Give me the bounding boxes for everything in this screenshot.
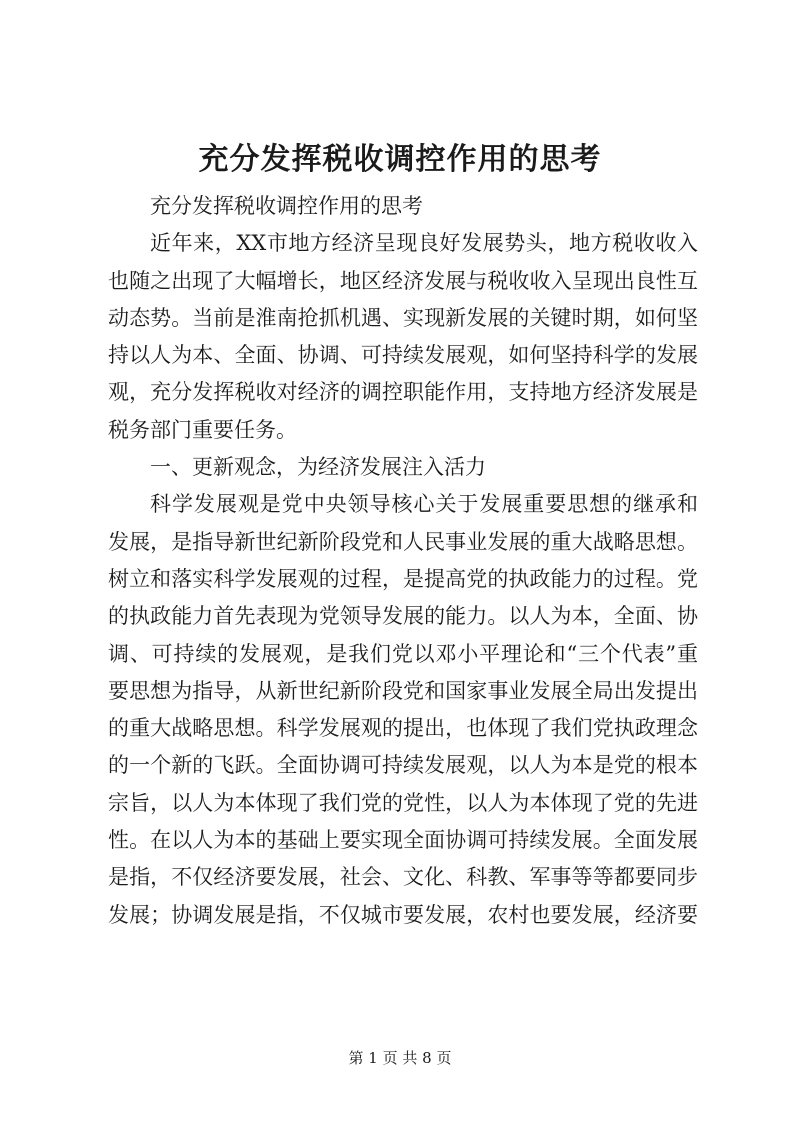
paragraph-line: 动态势。当前是淮南抢抓机遇、实现新发展的关键时期，如何坚 [108,305,698,330]
paragraph-line: 发展，是指导新世纪新阶段党和人民事业发展的重大战略思想。 [108,529,698,554]
paragraph-line: 的一个新的飞跃。全面协调可持续发展观，以人为本是党的根本 [108,753,698,778]
page-title: 充分发挥税收调控作用的思考 [198,142,602,177]
paragraph-line: 持以人为本、全面、协调、可持续发展观，如何坚持科学的发展 [108,343,698,368]
paragraph-line: 的执政能力首先表现为党领导发展的能力。以人为本，全面、协 [108,604,698,629]
paragraph-line: 性。在以人为本的基础上要实现全面协调可持续发展。全面发展 [108,828,698,853]
paragraph-line: 发展；协调发展是指，不仅城市要发展，农村也要发展，经济要 [108,902,698,927]
paragraph-line: 近年来，XX市地方经济呈现良好发展势头，地方税收收入 [150,231,698,256]
paragraph-line: 调、可持续的发展观，是我们党以邓小平理论和“三个代表”重 [108,641,698,666]
section-heading: 一、更新观念，为经济发展注入活力 [150,455,486,480]
paragraph-line: 科学发展观是党中央领导核心关于发展重要思想的继承和 [150,492,698,517]
paragraph-line: 观，充分发挥税收对经济的调控职能作用，支持地方经济发展是 [108,380,698,405]
paragraph-line: 宗旨，以人为本体现了我们党的党性，以人为本体现了党的先进 [108,790,698,815]
paragraph-line: 是指，不仅经济要发展，社会、文化、科教、军事等等都要同步 [108,865,698,890]
paragraph-line: 税务部门重要任务。 [108,417,297,442]
paragraph-line: 也随之出现了大幅增长，地区经济发展与税收收入呈现出良性互 [108,268,698,293]
paragraph-line: 的重大战略思想。科学发展观的提出，也体现了我们党执政理念 [108,716,698,741]
paragraph-line: 要思想为指导，从新世纪新阶段党和国家事业发展全局出发提出 [108,678,698,703]
paragraph-line: 树立和落实科学发展观的过程，是提高党的执政能力的过程。党 [108,566,698,591]
page-footer: 第 1 页 共 8 页 [348,1049,452,1067]
body-text [108,188,698,934]
subtitle-line: 充分发挥税收调控作用的思考 [150,194,423,218]
